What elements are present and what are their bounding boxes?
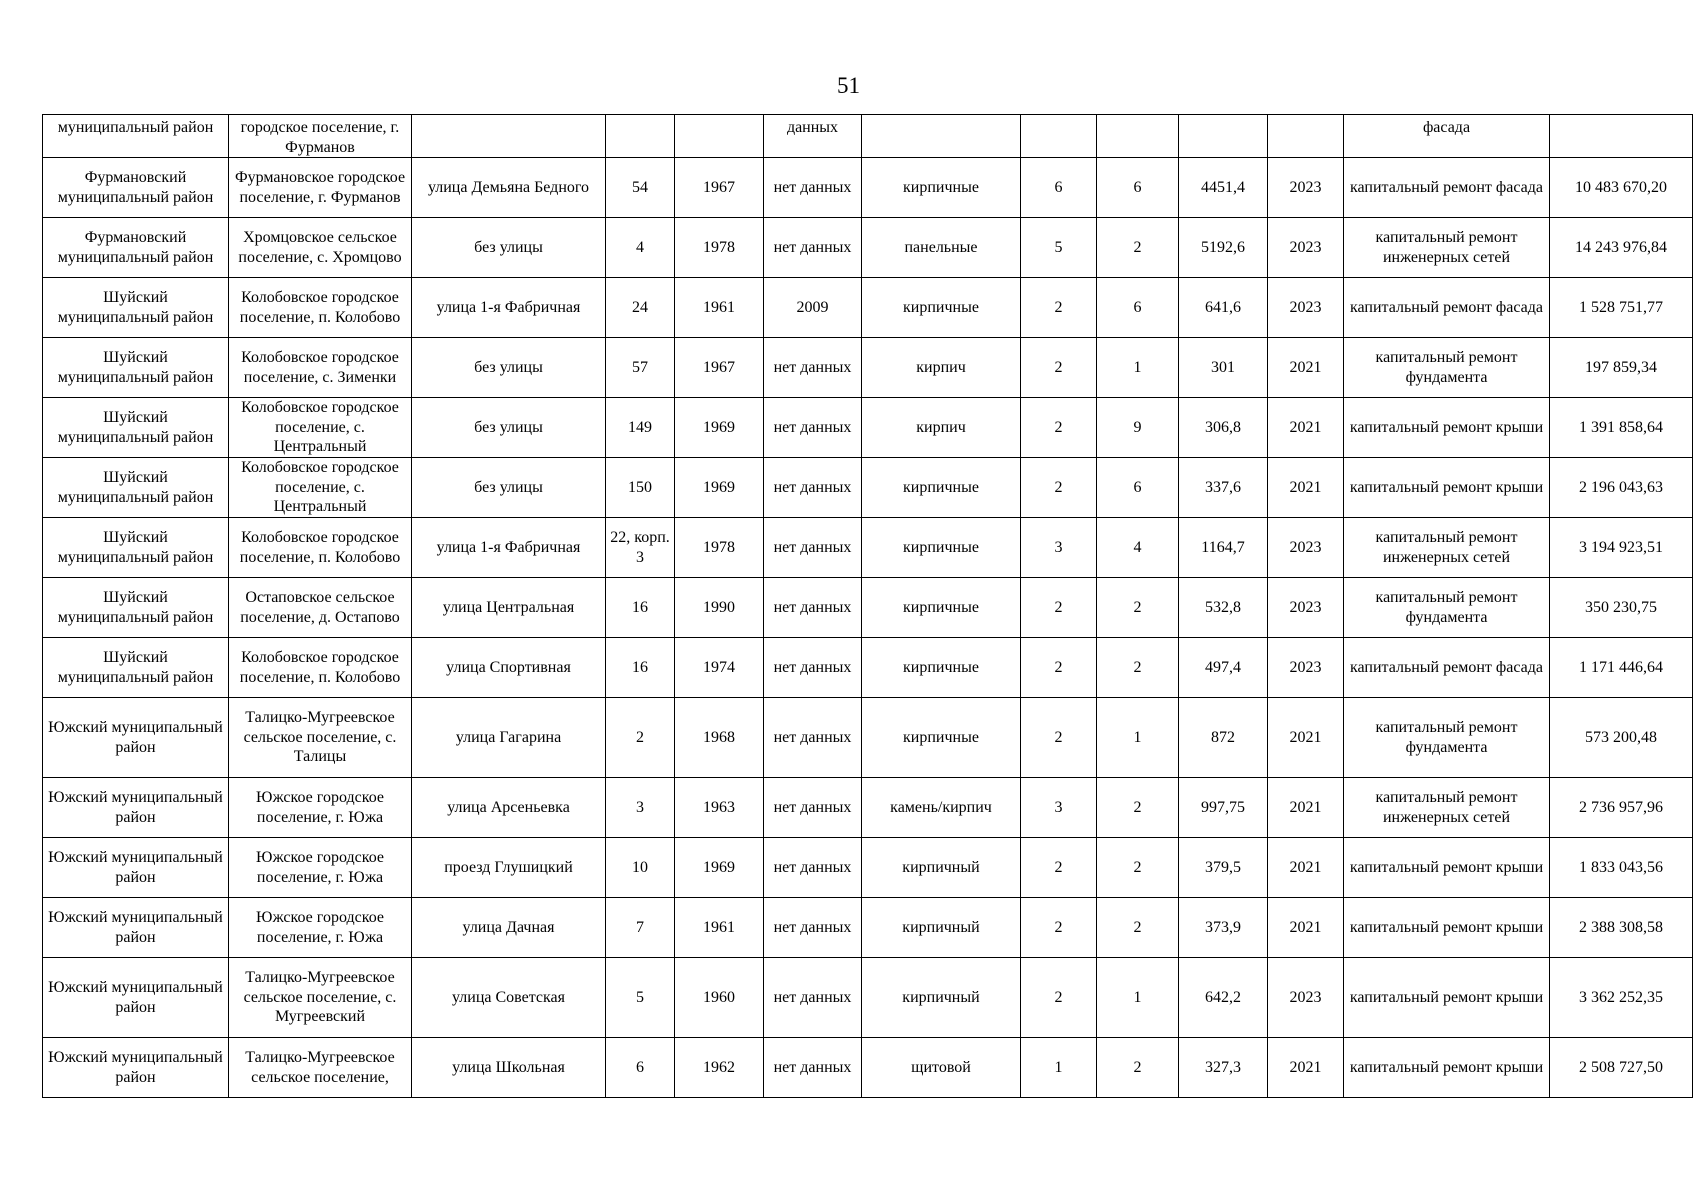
area-cell: 4451,4 (1179, 158, 1268, 218)
wall-material-cell: кирпичные (862, 578, 1021, 638)
district-cell: Южский муниципальный район (43, 838, 229, 898)
wall-material-cell (862, 115, 1021, 158)
area-cell: 306,8 (1179, 398, 1268, 458)
floors-cell: 2 (1021, 638, 1097, 698)
house-number-cell: 6 (606, 1038, 675, 1098)
district-cell: Шуйский муниципальный район (43, 578, 229, 638)
work-type-cell: капитальный ремонт фундамента (1344, 338, 1550, 398)
work-type-cell: капитальный ремонт инженерных сетей (1344, 518, 1550, 578)
planned-year-cell: 2023 (1268, 218, 1344, 278)
settlement-cell: Талицко-Мугреевское сельское поселение, с. Мугреевский (229, 958, 412, 1038)
house-number-cell: 150 (606, 458, 675, 518)
floors-cell: 3 (1021, 778, 1097, 838)
table-row (43, 458, 1693, 518)
house-number-cell: 54 (606, 158, 675, 218)
last-repair-year-cell: нет данных (764, 218, 862, 278)
settlement-cell: Талицко-Мугреевское сельское поселение, с. Талицы (229, 698, 412, 778)
cost-cell: 2 736 957,96 (1550, 778, 1693, 838)
work-type-cell: капитальный ремонт инженерных сетей (1344, 778, 1550, 838)
entrances-cell: 6 (1097, 278, 1179, 338)
work-type-cell: капитальный ремонт крыши (1344, 1038, 1550, 1098)
area-cell: 997,75 (1179, 778, 1268, 838)
construction-year-cell: 1969 (675, 398, 764, 458)
work-type-cell: капитальный ремонт фасада (1344, 278, 1550, 338)
table-row (43, 698, 1693, 778)
table-row (43, 1038, 1693, 1098)
construction-year-cell: 1963 (675, 778, 764, 838)
last-repair-year-cell: нет данных (764, 698, 862, 778)
cost-cell: 3 362 252,35 (1550, 958, 1693, 1038)
construction-year-cell: 1990 (675, 578, 764, 638)
cost-cell: 573 200,48 (1550, 698, 1693, 778)
construction-year-cell: 1969 (675, 458, 764, 518)
cost-cell: 14 243 976,84 (1550, 218, 1693, 278)
area-cell: 5192,6 (1179, 218, 1268, 278)
street-cell: улица Советская (412, 958, 606, 1038)
area-cell: 327,3 (1179, 1038, 1268, 1098)
construction-year-cell: 1960 (675, 958, 764, 1038)
work-type-cell: капитальный ремонт фасада (1344, 638, 1550, 698)
house-number-cell: 57 (606, 338, 675, 398)
entrances-cell: 6 (1097, 158, 1179, 218)
work-type-cell: капитальный ремонт крыши (1344, 898, 1550, 958)
construction-year-cell: 1967 (675, 338, 764, 398)
wall-material-cell: кирпичные (862, 458, 1021, 518)
table-row (43, 398, 1693, 458)
table-row (43, 638, 1693, 698)
district-cell: Южский муниципальный район (43, 898, 229, 958)
district-cell: муниципальный район (43, 115, 229, 158)
settlement-cell: Колобовское городское поселение, с. Центральный (229, 458, 412, 518)
entrances-cell: 1 (1097, 698, 1179, 778)
wall-material-cell: кирпичный (862, 958, 1021, 1038)
construction-year-cell: 1967 (675, 158, 764, 218)
district-cell: Шуйский муниципальный район (43, 518, 229, 578)
wall-material-cell: камень/кирпич (862, 778, 1021, 838)
district-cell: Фурмановский муниципальный район (43, 218, 229, 278)
floors-cell: 5 (1021, 218, 1097, 278)
planned-year-cell: 2021 (1268, 1038, 1344, 1098)
street-cell: улица Дачная (412, 898, 606, 958)
floors-cell: 2 (1021, 698, 1097, 778)
construction-year-cell: 1968 (675, 698, 764, 778)
wall-material-cell: панельные (862, 218, 1021, 278)
table-row (43, 218, 1693, 278)
construction-year-cell: 1969 (675, 838, 764, 898)
cost-cell: 1 528 751,77 (1550, 278, 1693, 338)
table-row (43, 578, 1693, 638)
last-repair-year-cell: нет данных (764, 638, 862, 698)
area-cell: 379,5 (1179, 838, 1268, 898)
planned-year-cell: 2023 (1268, 158, 1344, 218)
last-repair-year-cell: нет данных (764, 778, 862, 838)
street-cell: улица Школьная (412, 1038, 606, 1098)
planned-year-cell: 2021 (1268, 698, 1344, 778)
street-cell: без улицы (412, 398, 606, 458)
street-cell: улица Спортивная (412, 638, 606, 698)
wall-material-cell: кирпичные (862, 518, 1021, 578)
last-repair-year-cell: 2009 (764, 278, 862, 338)
entrances-cell: 9 (1097, 398, 1179, 458)
house-number-cell (606, 115, 675, 158)
floors-cell (1021, 115, 1097, 158)
house-number-cell: 16 (606, 638, 675, 698)
district-cell: Шуйский муниципальный район (43, 638, 229, 698)
entrances-cell: 2 (1097, 578, 1179, 638)
area-cell: 642,2 (1179, 958, 1268, 1038)
wall-material-cell: кирпичные (862, 278, 1021, 338)
table-row (43, 338, 1693, 398)
last-repair-year-cell: нет данных (764, 898, 862, 958)
street-cell: улица Арсеньевка (412, 778, 606, 838)
settlement-cell: Колобовское городское поселение, с. Зименки (229, 338, 412, 398)
floors-cell: 2 (1021, 578, 1097, 638)
last-repair-year-cell: нет данных (764, 158, 862, 218)
cost-cell: 350 230,75 (1550, 578, 1693, 638)
house-number-cell: 149 (606, 398, 675, 458)
settlement-cell: Хромцовское сельское поселение, с. Хромцово (229, 218, 412, 278)
settlement-cell: Фурмановское городское поселение, г. Фурманов (229, 158, 412, 218)
construction-year-cell: 1978 (675, 218, 764, 278)
table-row (43, 278, 1693, 338)
settlement-cell: Колобовское городское поселение, п. Колобово (229, 518, 412, 578)
area-cell: 497,4 (1179, 638, 1268, 698)
street-cell: улица Демьяна Бедного (412, 158, 606, 218)
floors-cell: 2 (1021, 458, 1097, 518)
area-cell: 301 (1179, 338, 1268, 398)
construction-year-cell: 1962 (675, 1038, 764, 1098)
district-cell: Южский муниципальный район (43, 698, 229, 778)
cost-cell: 10 483 670,20 (1550, 158, 1693, 218)
last-repair-year-cell: данных (764, 115, 862, 158)
entrances-cell: 2 (1097, 838, 1179, 898)
wall-material-cell: кирпичные (862, 698, 1021, 778)
cost-cell (1550, 115, 1693, 158)
cost-cell: 1 391 858,64 (1550, 398, 1693, 458)
street-cell: улица Гагарина (412, 698, 606, 778)
construction-year-cell (675, 115, 764, 158)
planned-year-cell (1268, 115, 1344, 158)
area-cell: 872 (1179, 698, 1268, 778)
last-repair-year-cell: нет данных (764, 838, 862, 898)
entrances-cell: 2 (1097, 778, 1179, 838)
entrances-cell (1097, 115, 1179, 158)
last-repair-year-cell: нет данных (764, 458, 862, 518)
area-cell: 532,8 (1179, 578, 1268, 638)
table-row (43, 778, 1693, 838)
cost-cell: 3 194 923,51 (1550, 518, 1693, 578)
floors-cell: 2 (1021, 338, 1097, 398)
floors-cell: 2 (1021, 278, 1097, 338)
district-cell: Шуйский муниципальный район (43, 398, 229, 458)
house-number-cell: 16 (606, 578, 675, 638)
house-number-cell: 3 (606, 778, 675, 838)
work-type-cell: капитальный ремонт крыши (1344, 458, 1550, 518)
street-cell: улица 1-я Фабричная (412, 278, 606, 338)
last-repair-year-cell: нет данных (764, 958, 862, 1038)
house-number-cell: 24 (606, 278, 675, 338)
floors-cell: 2 (1021, 898, 1097, 958)
entrances-cell: 2 (1097, 218, 1179, 278)
settlement-cell: Талицко-Мугреевское сельское поселение, (229, 1038, 412, 1098)
planned-year-cell: 2021 (1268, 398, 1344, 458)
entrances-cell: 6 (1097, 458, 1179, 518)
district-cell: Фурмановский муниципальный район (43, 158, 229, 218)
entrances-cell: 1 (1097, 338, 1179, 398)
settlement-cell: Колобовское городское поселение, с. Центральный (229, 398, 412, 458)
last-repair-year-cell: нет данных (764, 338, 862, 398)
table-row (43, 158, 1693, 218)
wall-material-cell: кирпич (862, 338, 1021, 398)
settlement-cell: Южское городское поселение, г. Южа (229, 778, 412, 838)
planned-year-cell: 2023 (1268, 518, 1344, 578)
work-type-cell: капитальный ремонт фасада (1344, 158, 1550, 218)
district-cell: Шуйский муниципальный район (43, 458, 229, 518)
house-number-cell: 2 (606, 698, 675, 778)
cost-cell: 197 859,34 (1550, 338, 1693, 398)
cost-cell: 1 171 446,64 (1550, 638, 1693, 698)
district-cell: Южский муниципальный район (43, 778, 229, 838)
cost-cell: 1 833 043,56 (1550, 838, 1693, 898)
last-repair-year-cell: нет данных (764, 518, 862, 578)
district-cell: Южский муниципальный район (43, 958, 229, 1038)
settlement-cell: Колобовское городское поселение, п. Колобово (229, 278, 412, 338)
planned-year-cell: 2021 (1268, 838, 1344, 898)
work-type-cell: капитальный ремонт крыши (1344, 958, 1550, 1038)
last-repair-year-cell: нет данных (764, 398, 862, 458)
settlement-cell: Южское городское поселение, г. Южа (229, 898, 412, 958)
floors-cell: 2 (1021, 958, 1097, 1038)
area-cell (1179, 115, 1268, 158)
floors-cell: 1 (1021, 1038, 1097, 1098)
table-row (43, 958, 1693, 1038)
page-number: 51 (837, 73, 860, 98)
cost-cell: 2 388 308,58 (1550, 898, 1693, 958)
district-cell: Шуйский муниципальный район (43, 338, 229, 398)
work-type-cell: капитальный ремонт фундамента (1344, 578, 1550, 638)
district-cell: Шуйский муниципальный район (43, 278, 229, 338)
floors-cell: 6 (1021, 158, 1097, 218)
house-number-cell: 4 (606, 218, 675, 278)
floors-cell: 2 (1021, 838, 1097, 898)
construction-year-cell: 1961 (675, 278, 764, 338)
street-cell: улица 1-я Фабричная (412, 518, 606, 578)
wall-material-cell: кирпич (862, 398, 1021, 458)
street-cell: без улицы (412, 218, 606, 278)
street-cell: улица Центральная (412, 578, 606, 638)
settlement-cell: Остаповское сельское поселение, д. Остапово (229, 578, 412, 638)
planned-year-cell: 2023 (1268, 958, 1344, 1038)
last-repair-year-cell: нет данных (764, 1038, 862, 1098)
wall-material-cell: кирпичный (862, 838, 1021, 898)
entrances-cell: 2 (1097, 1038, 1179, 1098)
table-row (43, 838, 1693, 898)
planned-year-cell: 2023 (1268, 578, 1344, 638)
housing-repair-table (42, 114, 1693, 1098)
work-type-cell: капитальный ремонт крыши (1344, 838, 1550, 898)
planned-year-cell: 2021 (1268, 778, 1344, 838)
planned-year-cell: 2023 (1268, 278, 1344, 338)
planned-year-cell: 2023 (1268, 638, 1344, 698)
work-type-cell: капитальный ремонт крыши (1344, 398, 1550, 458)
area-cell: 1164,7 (1179, 518, 1268, 578)
settlement-cell: Южское городское поселение, г. Южа (229, 838, 412, 898)
cost-cell: 2 508 727,50 (1550, 1038, 1693, 1098)
wall-material-cell: кирпичный (862, 898, 1021, 958)
wall-material-cell: кирпичные (862, 158, 1021, 218)
settlement-cell: Колобовское городское поселение, п. Колобово (229, 638, 412, 698)
street-cell (412, 115, 606, 158)
district-cell: Южский муниципальный район (43, 1038, 229, 1098)
area-cell: 373,9 (1179, 898, 1268, 958)
settlement-cell: городское поселение, г. Фурманов (229, 115, 412, 158)
planned-year-cell: 2021 (1268, 898, 1344, 958)
wall-material-cell: щитовой (862, 1038, 1021, 1098)
table-row (43, 898, 1693, 958)
house-number-cell: 10 (606, 838, 675, 898)
planned-year-cell: 2021 (1268, 338, 1344, 398)
table-row (43, 518, 1693, 578)
area-cell: 337,6 (1179, 458, 1268, 518)
wall-material-cell: кирпичные (862, 638, 1021, 698)
house-number-cell: 5 (606, 958, 675, 1038)
last-repair-year-cell: нет данных (764, 578, 862, 638)
floors-cell: 2 (1021, 398, 1097, 458)
work-type-cell: капитальный ремонт инженерных сетей (1344, 218, 1550, 278)
area-cell: 641,6 (1179, 278, 1268, 338)
entrances-cell: 1 (1097, 958, 1179, 1038)
planned-year-cell: 2021 (1268, 458, 1344, 518)
entrances-cell: 4 (1097, 518, 1179, 578)
street-cell: проезд Глушицкий (412, 838, 606, 898)
entrances-cell: 2 (1097, 638, 1179, 698)
construction-year-cell: 1974 (675, 638, 764, 698)
table-row (43, 115, 1693, 158)
construction-year-cell: 1961 (675, 898, 764, 958)
house-number-cell: 7 (606, 898, 675, 958)
street-cell: без улицы (412, 338, 606, 398)
floors-cell: 3 (1021, 518, 1097, 578)
work-type-cell: капитальный ремонт фундамента (1344, 698, 1550, 778)
construction-year-cell: 1978 (675, 518, 764, 578)
house-number-cell: 22, корп. 3 (606, 518, 675, 578)
street-cell: без улицы (412, 458, 606, 518)
entrances-cell: 2 (1097, 898, 1179, 958)
cost-cell: 2 196 043,63 (1550, 458, 1693, 518)
work-type-cell: фасада (1344, 115, 1550, 158)
